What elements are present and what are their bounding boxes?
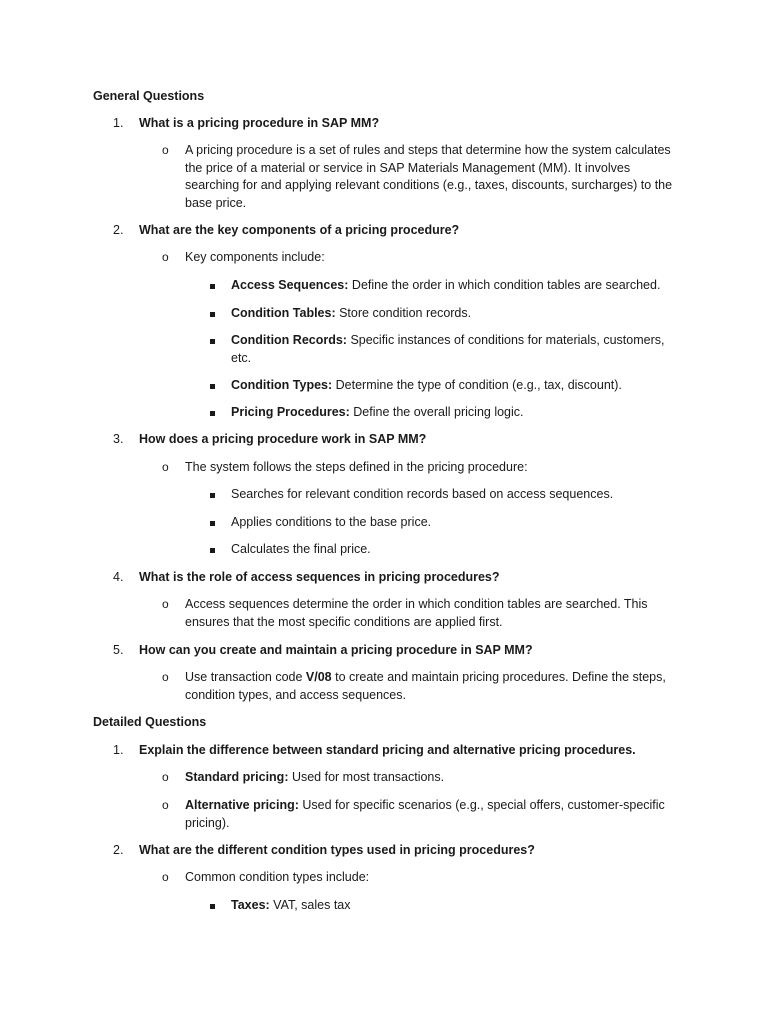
definition: Specific instances of conditions for materials, customers, etc. [231,333,665,365]
square-bullet-icon [210,312,215,317]
answer-text: A pricing procedure is a set of rules and steps that determine how the system calculates the price of a material or service in SAP Materials Management (MM). It involves searching for and applying relevant conditions (e.g., taxes, discounts, surcharges) to the base price. [185,143,673,210]
question-number: 5. [113,643,124,657]
square-bullet-icon [210,384,215,389]
answer-text: Key components include: [185,250,325,264]
answer-text: to create and maintain pricing procedures. Define the steps, condition types, and access sequences. [185,670,666,702]
question-text: How can you create and maintain a pricing procedure in SAP MM? [139,643,533,657]
term: Standard pricing: [185,770,289,784]
list-item-text: Calculates the final price. [231,542,371,556]
term: Access Sequences: [231,278,349,292]
question-number: 1. [113,116,124,130]
circle-bullet-icon: o [162,870,169,884]
circle-bullet-icon: o [162,250,169,264]
square-bullet-icon [210,521,215,526]
transaction-code: V/08 [305,670,332,684]
square-bullet-icon [210,493,215,498]
term: Pricing Procedures: [231,405,350,419]
definition: VAT, sales tax [269,898,351,912]
question-number: 3. [113,432,124,446]
square-bullet-icon [210,548,215,553]
question-text: How does a pricing procedure work in SAP MM? [139,432,427,446]
term: Condition Tables: [231,306,336,320]
term: Condition Types: [231,378,333,392]
square-bullet-icon [210,411,215,416]
definition: Used for specific scenarios (e.g., special offers, customer-specific pricing). [185,798,665,830]
definition: Used for most transactions. [288,770,445,784]
square-bullet-icon [210,339,215,344]
question-text: What are the key components of a pricing procedure? [139,223,460,237]
term: Condition Records: [231,333,347,347]
question-number: 2. [113,223,124,237]
definition: Define the overall pricing logic. [349,405,524,419]
circle-bullet-icon: o [162,597,169,611]
answer-text: Access sequences determine the order in which condition tables are searched. This ensures that the most specific conditions are applied first. [185,597,648,629]
term: Alternative pricing: [185,798,299,812]
list-item-text: Applies conditions to the base price. [231,515,432,529]
section-heading-general: General Questions [93,89,205,103]
circle-bullet-icon: o [162,143,169,157]
section-heading-detailed: Detailed Questions [93,715,207,729]
circle-bullet-icon: o [162,770,169,784]
term: Taxes: [231,898,270,912]
definition: Determine the type of condition (e.g., tax, discount). [332,378,622,392]
question-number: 1. [113,743,124,757]
answer-text: Common condition types include: [185,870,370,884]
question-text: What is a pricing procedure in SAP MM? [139,116,380,130]
question-text: What is the role of access sequences in pricing procedures? [139,570,500,584]
question-text: Explain the difference between standard pricing and alternative pricing procedures. [139,743,636,757]
question-number: 4. [113,570,124,584]
answer-text: The system follows the steps defined in the pricing procedure: [185,460,528,474]
question-number: 2. [113,843,124,857]
square-bullet-icon [210,284,215,289]
answer-text: Use transaction code [185,670,306,684]
question-text: What are the different condition types used in pricing procedures? [139,843,535,857]
list-item-text: Searches for relevant condition records based on access sequences. [231,487,614,501]
definition: Define the order in which condition tables are searched. [348,278,661,292]
definition: Store condition records. [335,306,472,320]
circle-bullet-icon: o [162,670,169,684]
square-bullet-icon [210,904,215,909]
circle-bullet-icon: o [162,460,169,474]
circle-bullet-icon: o [162,798,169,812]
